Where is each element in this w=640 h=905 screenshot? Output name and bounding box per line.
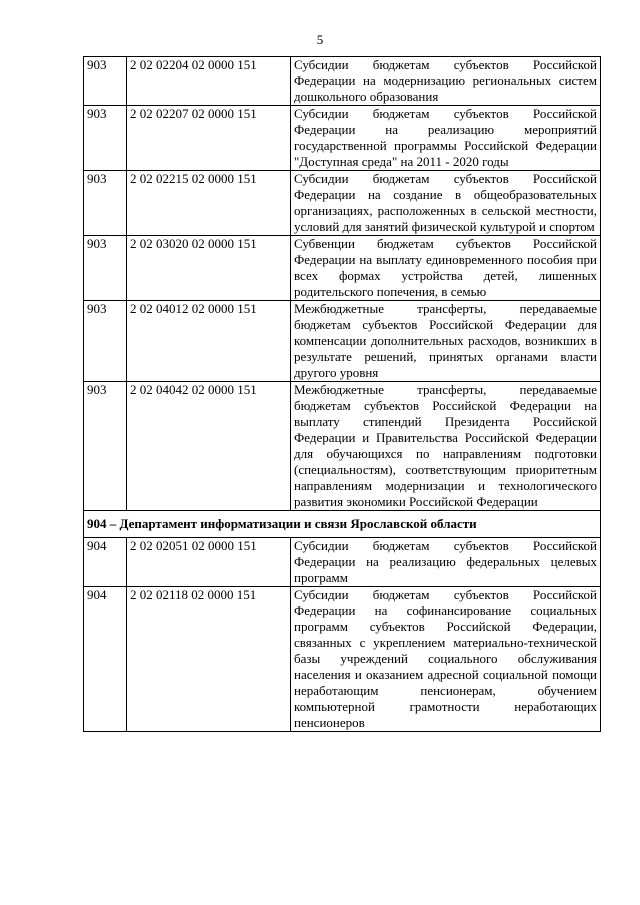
revenue-code-cell: 2 02 02118 02 0000 151 <box>127 587 291 732</box>
admin-code-cell: 903 <box>84 301 127 382</box>
description-cell: Субсидии бюджетам субъектов Российской Федерации на софинансирование социальных программ субъектов Российской Федерации, связанных с укреплением материально-технической базы учреждений социального обслуживания населения и оказанием адресной социальной помощи неработающим пенсионерам, обучением компьютерной грамотности неработающих пенсионеров <box>291 587 601 732</box>
admin-code-cell: 904 <box>84 538 127 587</box>
revenue-code-cell: 2 02 04042 02 0000 151 <box>127 382 291 511</box>
description-cell: Субвенции бюджетам субъектов Российской Федерации на выплату единовременного пособия при всех формах устройства детей, лишенных родительского попечения, в семью <box>291 236 601 301</box>
table-row <box>84 171 601 236</box>
admin-code-cell: 903 <box>84 382 127 511</box>
revenue-code-cell: 2 02 03020 02 0000 151 <box>127 236 291 301</box>
table-row <box>84 382 601 511</box>
revenue-code-cell: 2 02 04012 02 0000 151 <box>127 301 291 382</box>
table-row <box>84 236 601 301</box>
description-cell: Субсидии бюджетам субъектов Российской Федерации на реализацию мероприятий государственной программы Российской Федерации "Доступная среда" на 2011 - 2020 годы <box>291 106 601 171</box>
section-heading: 904 – Департамент информатизации и связи Ярославской области <box>84 511 601 538</box>
admin-code-cell: 903 <box>84 106 127 171</box>
revenue-code-cell: 2 02 02204 02 0000 151 <box>127 57 291 106</box>
description-cell: Субсидии бюджетам субъектов Российской Федерации на модернизацию региональных систем дошкольного образования <box>291 57 601 106</box>
description-cell: Межбюджетные трансферты, передаваемые бюджетам субъектов Российской Федерации на выплату стипендий Президента Российской Федерации и Правительства Российской Федерации для обучающихся по направлениям подготовки (специальностям), соответствующим приоритетным направлениям модернизации и технологического развития экономики Российской Федерации <box>291 382 601 511</box>
page-number: 5 <box>316 32 324 47</box>
budget-codes-table <box>83 56 601 732</box>
table-row <box>84 57 601 106</box>
revenue-code-cell: 2 02 02215 02 0000 151 <box>127 171 291 236</box>
admin-code-cell: 903 <box>84 236 127 301</box>
revenue-code-cell: 2 02 02207 02 0000 151 <box>127 106 291 171</box>
description-cell: Субсидии бюджетам субъектов Российской Федерации на создание в общеобразовательных организациях, расположенных в сельской местности, условий для занятий физической культурой и спортом <box>291 171 601 236</box>
admin-code-cell: 903 <box>84 171 127 236</box>
table-row <box>84 106 601 171</box>
table-row <box>84 301 601 382</box>
section-heading-row <box>84 511 601 538</box>
revenue-code-cell: 2 02 02051 02 0000 151 <box>127 538 291 587</box>
admin-code-cell: 903 <box>84 57 127 106</box>
table-row <box>84 538 601 587</box>
description-cell: Субсидии бюджетам субъектов Российской Федерации на реализацию федеральных целевых программ <box>291 538 601 587</box>
description-cell: Межбюджетные трансферты, передаваемые бюджетам субъектов Российской Федерации для компенсации дополнительных расходов, возникших в результате решений, принятых органами власти другого уровня <box>291 301 601 382</box>
admin-code-cell: 904 <box>84 587 127 732</box>
table-row <box>84 587 601 732</box>
